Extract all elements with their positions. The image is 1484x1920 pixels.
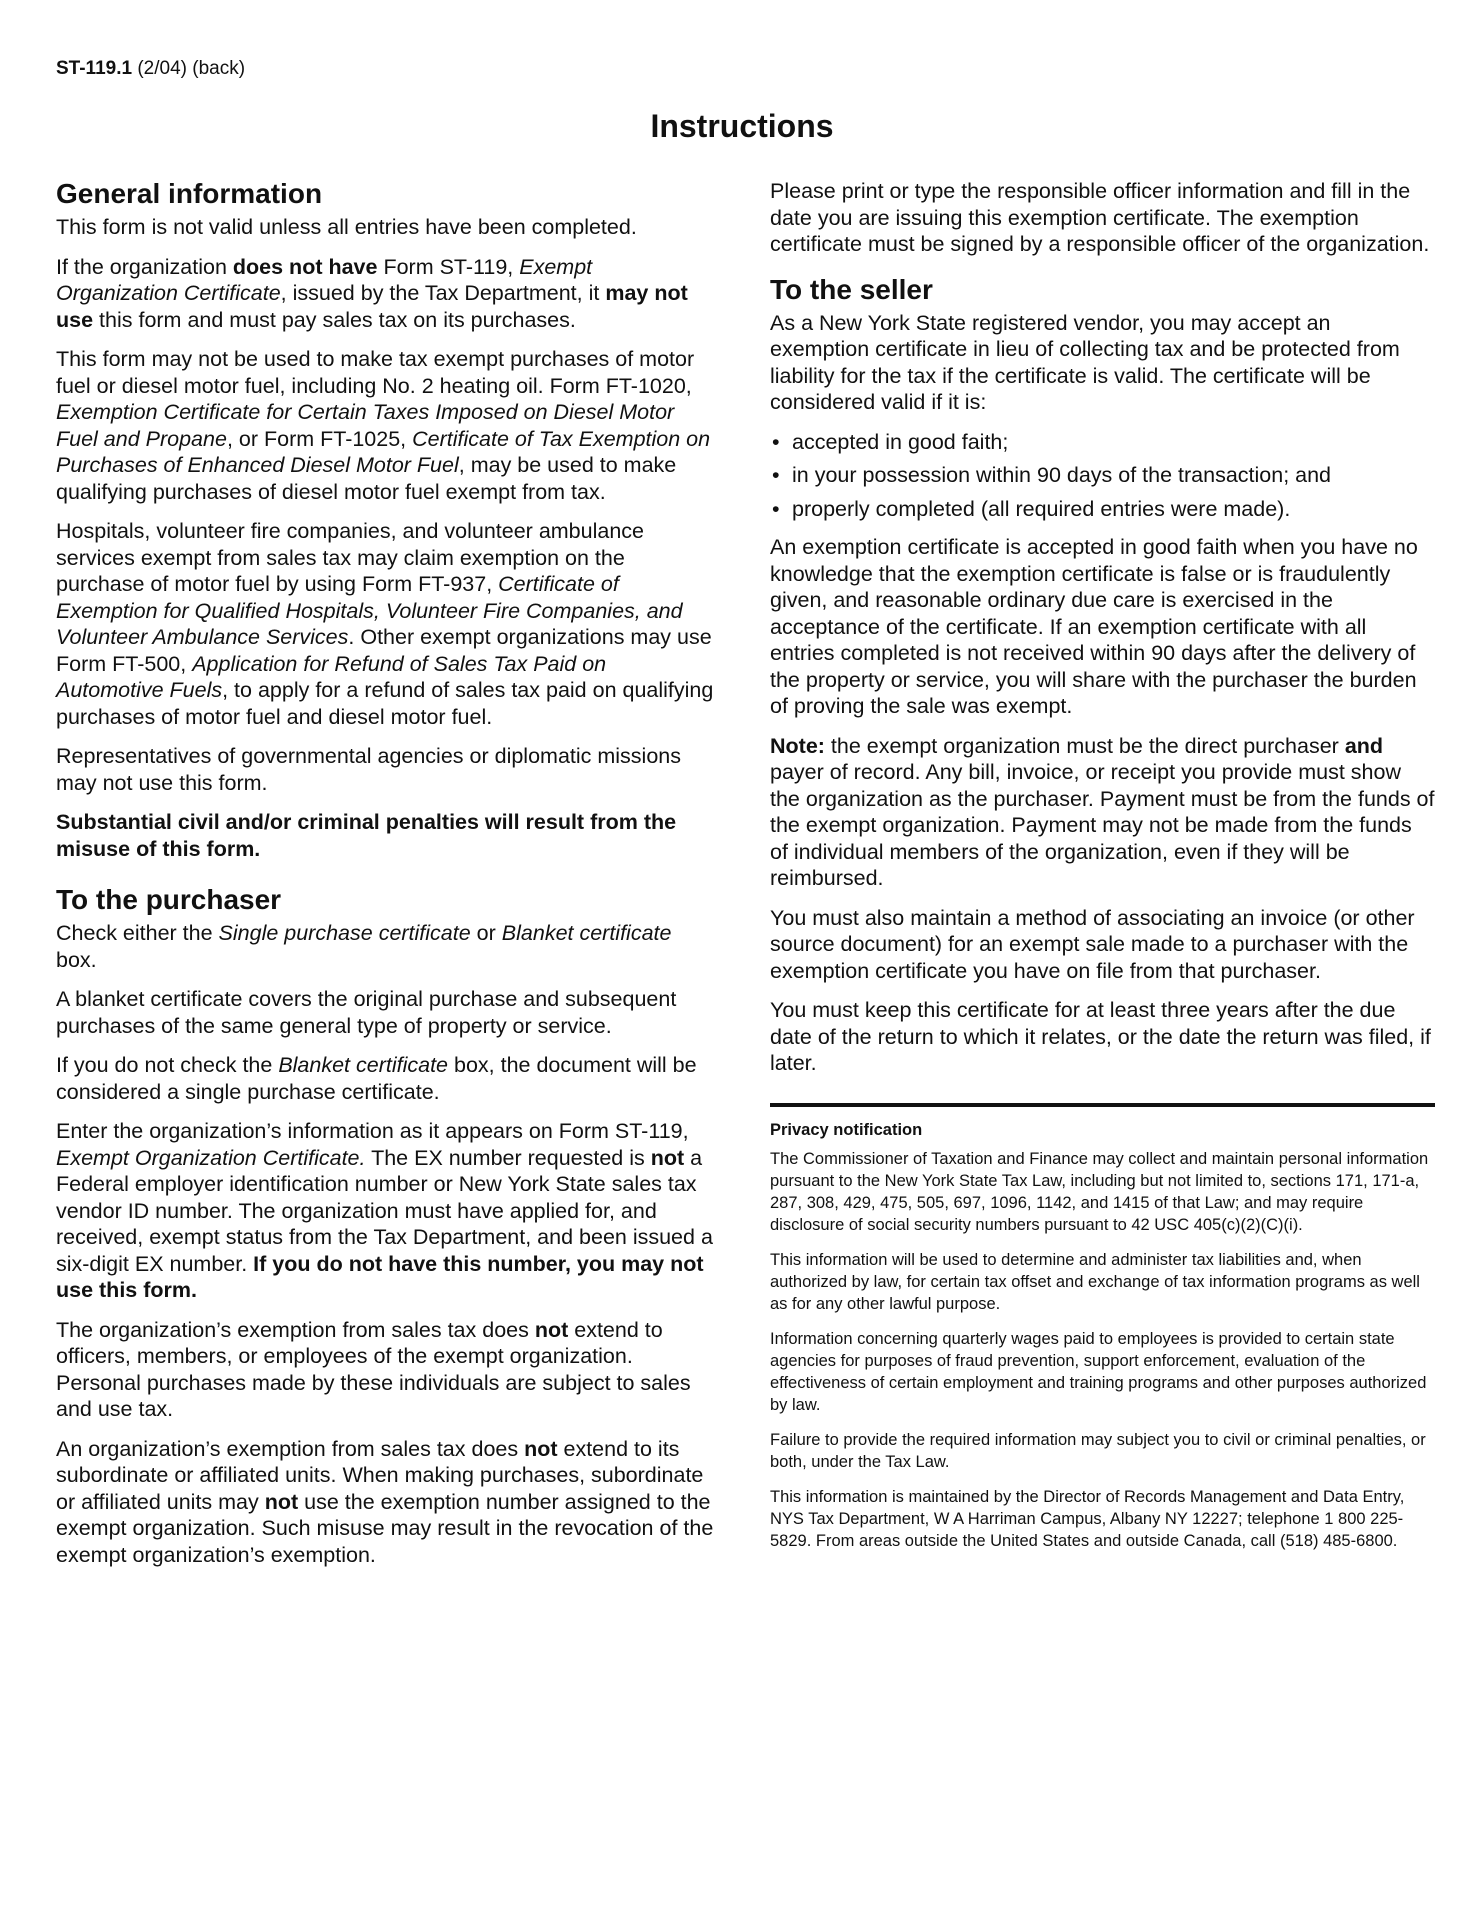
penalty-warning: Substantial civil and/or criminal penalties will result from the misuse of this form. <box>56 810 677 861</box>
purchaser-p4: Enter the organization’s information as it appears on Form ST-119, Exempt Organization Certificate. The EX number requested is not a Federal employer identification number or New York State sales tax vendor ID number. The organization must have applied for, and received, exempt status from the Tax Department, and been issued a six-digit EX number. If you do not have this number, you may not use this form. <box>56 1119 713 1303</box>
purchaser-p1: Check either the Single purchase certificate or Blanket certificate box. <box>56 921 672 972</box>
form-identifier <box>56 58 245 80</box>
list-item: • accepted in good faith; <box>770 429 1435 456</box>
purchaser-section <box>56 884 716 1568</box>
privacy-p4: Failure to provide the required information may subject you to civil or criminal penalties, or both, under the Tax Law. <box>770 1430 1426 1471</box>
seller-p4: You must keep this certificate for at least three years after the due date of the return to which it relates, or the date the return was filed, if later. <box>770 998 1431 1076</box>
right-column <box>770 178 1435 1565</box>
seller-heading: To the seller <box>770 273 933 305</box>
general-p5: Representatives of governmental agencies or diplomatic missions may not use this form. <box>56 744 682 795</box>
general-information-section <box>56 178 716 862</box>
privacy-p1: The Commissioner of Taxation and Finance may collect and maintain personal information pursuant to the New York State Tax Law, including but not limited to, sections 171, 171-a, 287, 308, 429, 475, 505, 697, 1096, 1142, and 1415 of that Law; and may require disclosure of social security numbers pursuant to 42 USC 405(c)(2)(C)(i). <box>770 1149 1429 1234</box>
purchaser-p2: A blanket certificate covers the original purchase and subsequent purchases of the same general type of property or service. <box>56 987 677 1038</box>
seller-p1: As a New York State registered vendor, you may accept an exemption certificate in lieu of collecting tax and be protected from liability for the tax if the certificate is valid. The certificate will be considered valid if it is: <box>770 310 1400 415</box>
list-item: • properly completed (all required entries were made). <box>770 496 1435 523</box>
left-column <box>56 178 716 1581</box>
form-date: (2/04) (back) <box>137 58 246 79</box>
general-p1: This form is not valid unless all entries have been completed. <box>56 215 637 240</box>
privacy-p2: This information will be used to determine and administer tax liabilities and, when authorized by law, for certain tax offset and exchange of tax information programs as well as for any other lawful purpose. <box>770 1250 1420 1313</box>
general-p2: If the organization does not have Form ST-119, Exempt Organization Certificate, issued by the Tax Department, it may not use this form and must pay sales tax on its purchases. <box>56 254 688 332</box>
officer-instructions: Please print or type the responsible officer information and fill in the date you are issuing this exemption certificate. The exemption certificate must be signed by a responsible officer of the organization. <box>770 179 1430 256</box>
general-information-heading: General information <box>56 178 323 209</box>
seller-section <box>770 274 1435 1077</box>
general-p4: Hospitals, volunteer fire companies, and volunteer ambulance services exempt from sales tax may claim exemption on the purchase of motor fuel by using Form FT-937, Certificate of Exemption for Qualified Hospitals, Volunteer Fire Companies, and Volunteer Ambulance Services. Other exempt organizations may use Form FT-500, Application for Refund of Sales Tax Paid on Automotive Fuels, to apply for a refund of sales tax paid on qualifying purchases of motor fuel and diesel motor fuel. <box>56 519 714 729</box>
privacy-heading: Privacy notification <box>770 1120 923 1139</box>
purchaser-p5: The organization’s exemption from sales tax does not extend to officers, members, or employees of the exempt organization. Personal purchases made by these individuals are subject to sales and use tax. <box>56 1317 691 1422</box>
seller-p2: An exemption certificate is accepted in good faith when you have no knowledge that the exemption certificate is false or is fraudulently given, and reasonable ordinary due care is exercised in the acceptance of the certificate. If an exemption certificate with all entries completed is not received within 90 days after the delivery of the property or service, you will share with the purchaser the burden of proving the sale was exempt. <box>770 535 1418 719</box>
purchaser-p6: An organization’s exemption from sales tax does not extend to its subordinate or affiliated units. When making purchases, subordinate or affiliated units may not use the exemption number assigned to the exempt organization. Such misuse may result in the revocation of the exempt organization’s exemption. <box>56 1436 714 1567</box>
validity-list <box>770 429 1435 523</box>
purchaser-heading: To the purchaser <box>56 884 282 916</box>
general-p3: This form may not be used to make tax exempt purchases of motor fuel or diesel motor fuel, including No. 2 heating oil. Form FT-1020, Exemption Certificate for Certain Taxes Imposed on Diesel Motor Fuel and Propane, or Form FT-1025, Certificate of Tax Exemption on Purchases of Enhanced Diesel Motor Fuel, may be used to make qualifying purchases of diesel motor fuel exempt from tax. <box>56 347 711 504</box>
purchaser-p3: If you do not check the Blanket certificate box, the document will be considered a single purchase certificate. <box>56 1053 697 1104</box>
privacy-section <box>770 1121 1435 1552</box>
privacy-p5: This information is maintained by the Director of Records Management and Data Entry, NYS Tax Department, W A Harriman Campus, Albany NY 12227; telephone 1 800 225-5829. From areas outside the United States and outside Canada, call (518) 485-6800. <box>770 1487 1405 1550</box>
list-item: • in your possession within 90 days of the transaction; and <box>770 462 1435 489</box>
page-title: Instructions <box>650 108 834 144</box>
section-divider <box>770 1103 1435 1107</box>
form-number: ST-119.1 <box>56 58 133 79</box>
seller-p3: You must also maintain a method of associating an invoice (or other source document) for an exempt sale made to a purchaser with the exemption certificate you have on file from that purchaser. <box>770 905 1415 983</box>
seller-note: Note: the exempt organization must be the direct purchaser and payer of record. Any bill, invoice, or receipt you provide must show the organization as the purchaser. Payment must be from the funds of the exempt organization. Payment may not be made from the funds of individual members of the organization, even if they will be reimbursed. <box>770 733 1435 891</box>
privacy-p3: Information concerning quarterly wages paid to employees is provided to certain state agencies for purposes of fraud prevention, support enforcement, evaluation of the effectiveness of certain employment and training programs and other purposes authorized by law. <box>770 1329 1427 1414</box>
